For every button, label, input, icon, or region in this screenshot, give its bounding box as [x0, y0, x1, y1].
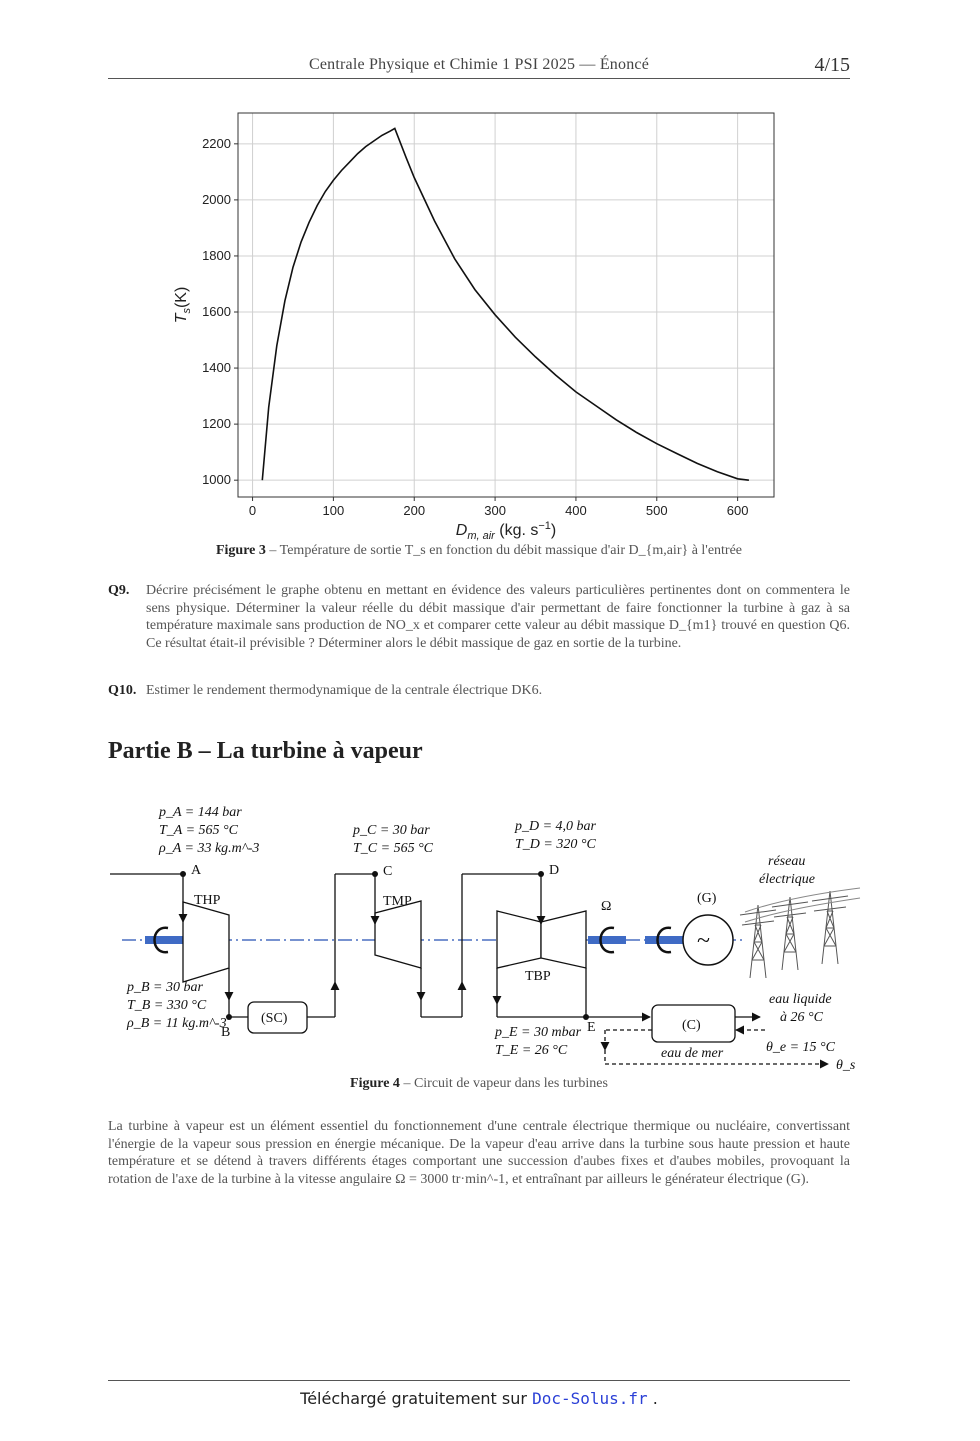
y-tick-label: 1000 — [202, 472, 231, 488]
footer-divider — [108, 1380, 850, 1381]
y-tick-label: 1400 — [202, 360, 231, 376]
x-tick-label: 300 — [484, 503, 506, 518]
point-c-label: C — [383, 864, 393, 879]
theta-s-label: θ_s — [836, 1058, 856, 1073]
liquid-label-2: à 26 °C — [780, 1010, 823, 1025]
y-tick-label: 1200 — [202, 416, 231, 432]
grid-label-2: électrique — [759, 872, 815, 887]
question-10-number: Q10. — [108, 683, 137, 698]
x-tick-label: 200 — [403, 503, 426, 518]
state-c-temperature: T_C = 565 °C — [353, 841, 434, 856]
omega-label: Ω — [601, 899, 612, 914]
y-axis-label: $T_s(K)$ — [173, 286, 193, 324]
state-a-temperature: T_A = 565 °C — [159, 823, 238, 838]
liquid-label-1: eau liquide — [769, 992, 832, 1007]
footer-suffix: . — [647, 1389, 658, 1408]
x-tick-label: 600 — [726, 503, 749, 518]
thp-label: THP — [194, 893, 221, 908]
point-a-label: A — [191, 863, 202, 878]
question-9-text: Décrire précisément le graphe obtenu en mettant en évidence des valeurs particulières pertinentes dont on commentera le sens physique. Déterminer la valeur réelle du débit massique d'air permettant de faire fonctionner la turbine à gaz à sa température maximale sans production de NO_x et comparer cette valeur au débit massique D_{m1} trouvé en question Q6. Ce résultat était-il prévisible ? Déterminer alors le débit massique de gaz en sortie de la turbine. — [146, 583, 850, 651]
figure-4-caption — [108, 1076, 850, 1092]
series-line — [262, 128, 749, 480]
figure-3-chart — [170, 100, 790, 545]
figure-3-caption — [108, 543, 850, 559]
x-axis-label: $D_{m, air}$ (kg. $s^{-1}$) — [455, 520, 557, 542]
state-e-temperature: T_E = 26 °C — [495, 1043, 568, 1058]
state-b-pressure: p_B = 30 bar — [127, 980, 203, 995]
question-9-number: Q9. — [108, 583, 130, 598]
section-title: Partie B – La turbine à vapeur — [108, 738, 423, 764]
tbp-label: TBP — [525, 969, 551, 984]
point-b-label: B — [221, 1025, 231, 1040]
generator-tilde: ~ — [697, 928, 710, 954]
question-9 — [108, 582, 850, 652]
point-e-label: E — [587, 1020, 596, 1035]
x-tick-label: 100 — [322, 503, 345, 518]
figure-3-text: – Température de sortie T_s en fonction du débit massique d'air D_{m,air} à l'entrée — [265, 543, 743, 558]
figure-4-label: Figure 4 — [350, 1076, 400, 1091]
page-header — [108, 52, 850, 79]
state-a-density: ρ_A = 33 kg.m^-3 — [159, 841, 260, 856]
theta-e-label: θ_e = 15 °C — [766, 1040, 835, 1055]
x-tick-label: 0 — [248, 503, 257, 518]
intro-paragraph: La turbine à vapeur est un élément essentiel du fonctionnement d'une centrale électrique thermique ou nucléaire, convertissant l'énergie de la vapeur sous pression en énergie mécanique. De la vapeur d'eau arrive dans la turbine sous haute pression et haute température et se détend à travers différents étages comportant une succession d'aubes fixes et d'aubes mobiles, provoquant la rotation de l'axe de la turbine à la vitesse angulaire Ω = 3000 tr·min^-1, et entraînant par ailleurs le générateur électrique (G). — [108, 1119, 850, 1187]
state-b-temperature: T_B = 330 °C — [127, 998, 207, 1013]
y-tick-label: 1600 — [202, 304, 231, 320]
point-d-label: D — [549, 863, 560, 878]
header-title: Centrale Physique et Chimie 1 PSI 2025 — Énoncé — [308, 56, 650, 73]
state-e-pressure: p_E = 30 mbar — [495, 1025, 582, 1040]
y-tick-label: 2200 — [202, 135, 231, 151]
generator-label: (G) — [697, 891, 717, 906]
state-c-pressure: p_C = 30 bar — [353, 823, 430, 838]
y-tick-label: 2000 — [202, 191, 231, 207]
figure-4-text: – Circuit de vapeur dans les turbines — [399, 1076, 608, 1091]
plot-frame — [238, 113, 774, 497]
y-tick-label: 1800 — [202, 247, 231, 263]
tmp-label: TMP — [383, 894, 412, 909]
footer-prefix: Téléchargé gratuitement sur — [300, 1389, 533, 1408]
question-10-text: Estimer le rendement thermodynamique de la centrale électrique DK6. — [146, 683, 543, 698]
grid-label-1: réseau — [768, 854, 806, 869]
state-d-pressure: p_D = 4,0 bar — [515, 819, 597, 834]
x-tick-label: 400 — [565, 503, 587, 518]
page-number: 4/15 — [814, 54, 850, 76]
state-d-temperature: T_D = 320 °C — [515, 837, 596, 852]
figure-3-label: Figure 3 — [215, 543, 266, 558]
sc-label: (SC) — [261, 1011, 288, 1026]
question-10 — [108, 682, 850, 700]
figure-4-diagram — [0, 790, 980, 1080]
power-pylon-icon — [740, 888, 860, 978]
condenser-label: (C) — [682, 1018, 701, 1033]
page-footer — [108, 1389, 850, 1408]
state-b-density: ρ_B = 11 kg.m^-3 — [127, 1016, 227, 1031]
doc-solus-link[interactable]: Doc-Solus.fr — [532, 1389, 648, 1408]
sea-water-label: eau de mer — [661, 1046, 724, 1061]
x-tick-label: 500 — [645, 503, 668, 518]
state-a-pressure: p_A = 144 bar — [159, 805, 242, 820]
